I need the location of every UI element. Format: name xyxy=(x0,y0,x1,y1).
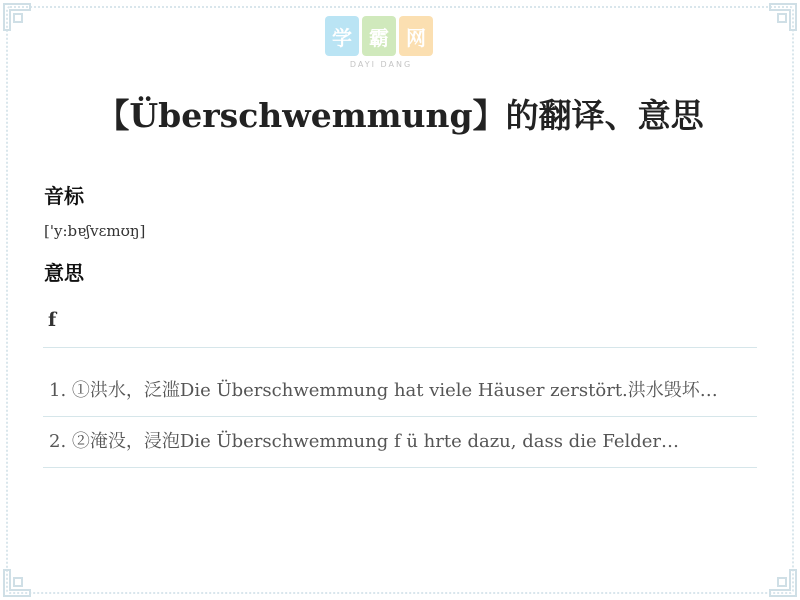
site-logo[interactable] xyxy=(325,16,437,76)
logo-tile-2: 霸 xyxy=(362,16,396,56)
corner-ornament-top-right xyxy=(760,0,800,40)
corner-ornament-top-left xyxy=(0,0,40,40)
phonetic-transcription: ['y:bɐʃvɛmʊŋ] xyxy=(44,222,146,240)
corner-ornament-bottom-left xyxy=(0,560,40,600)
page-title: 【Überschwemmung】的翻译、意思 xyxy=(96,96,704,135)
logo-subtitle: DAYI DANG xyxy=(349,60,413,69)
logo-tile-3: 网 xyxy=(399,16,433,56)
meaning-heading: 意思 xyxy=(44,261,84,285)
corner-ornament-bottom-right xyxy=(760,560,800,600)
logo-tile-1: 学 xyxy=(325,16,359,56)
phonetic-heading: 音标 xyxy=(44,184,84,208)
definition-item: 1. ①洪水，泛滥Die Überschwemmung hat viele Häuser zerstört.洪水毁坏… xyxy=(43,348,757,417)
part-of-speech: f xyxy=(48,309,57,331)
definition-item: 2. ②淹没，浸泡Die Überschwemmung f ü hrte dazu, dass die Felder… xyxy=(43,417,757,468)
definition-list xyxy=(43,347,757,468)
